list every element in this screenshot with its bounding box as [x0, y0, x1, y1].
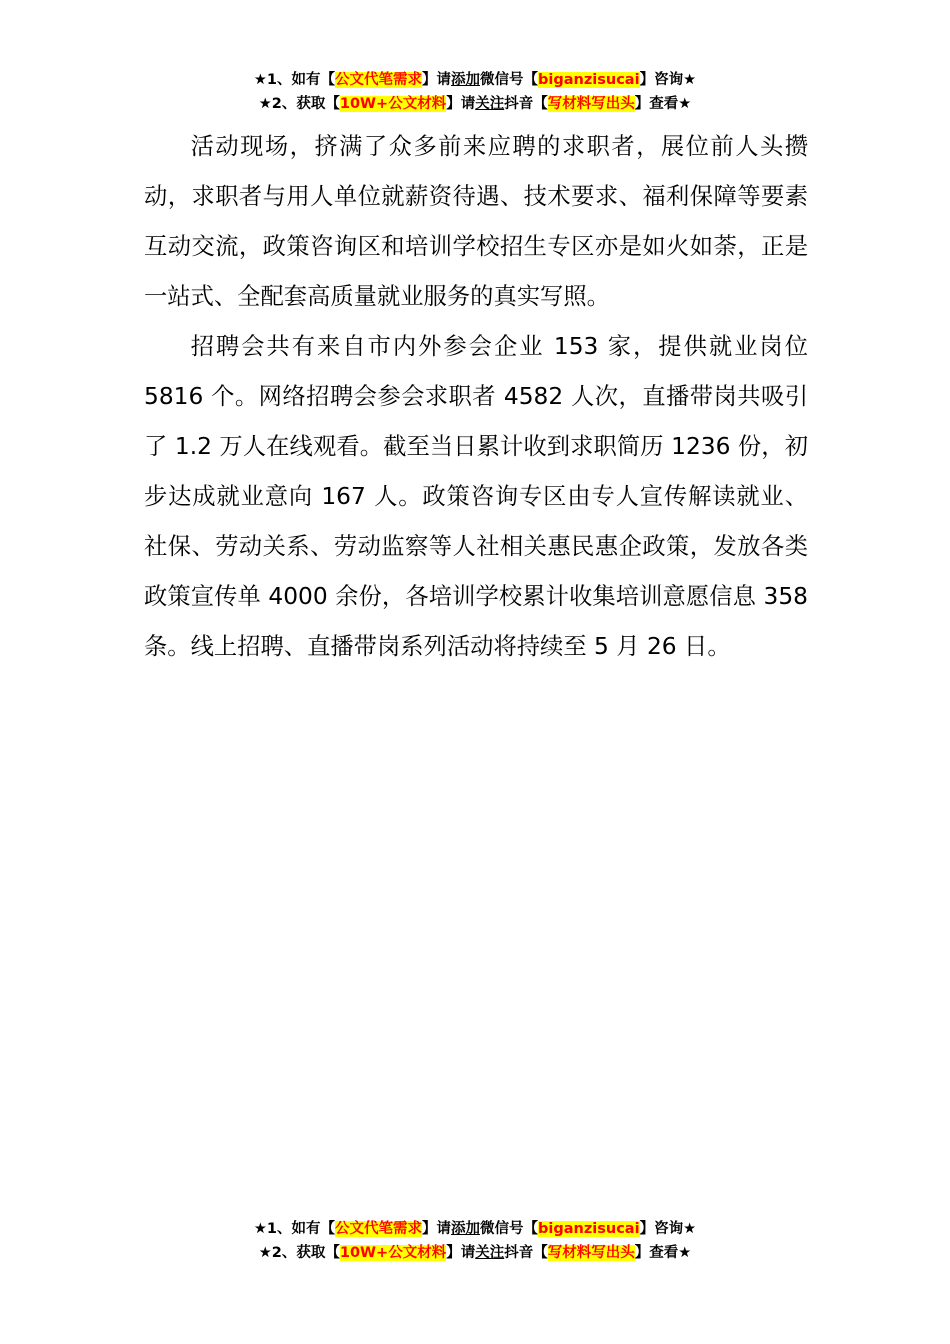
banner-underlined-text: 添加: [451, 1221, 481, 1237]
banner-text: 】查看★: [634, 1245, 692, 1261]
banner-highlight-wechat-id: biganzisucai: [538, 72, 640, 88]
banner-text: ★2、获取【: [258, 96, 340, 112]
banner-line-1: [0, 1217, 950, 1241]
banner-highlight-materials: 10W+公文材料: [339, 96, 447, 112]
banner-text: 】咨询★: [639, 72, 697, 88]
banner-line-2: [0, 1241, 950, 1265]
banner-highlight-service: 公文代笔需求: [335, 1221, 423, 1237]
header-banner: [0, 68, 950, 116]
banner-text: 微信号【: [480, 72, 539, 88]
body-paragraph-2: 招聘会共有来自市内外参会企业 153 家，提供就业岗位 5816 个。网络招聘会参会求职者 4582 人次，直播带岗共吸引了 1.2 万人在线观看。截至当日累计收到求职简历 1236 份，初步达成就业意向 167 人。政策咨询专区由专人宣传解读就业、社保、劳动关系、劳动监察等人社相关惠民惠企政策，发放各类政策宣传单 4000 余份，各培训学校累计收集培训意愿信息 358 条。线上招聘、直播带岗系列活动将持续至 5 月 26 日。: [144, 333, 808, 660]
banner-line-2: [0, 92, 950, 116]
banner-text: 】请: [446, 1245, 476, 1261]
footer-banner: [0, 1217, 950, 1265]
banner-highlight-service: 公文代笔需求: [335, 72, 423, 88]
banner-highlight-douyin-account: 写材料写出头: [547, 1245, 635, 1261]
banner-text: ★2、获取【: [258, 1245, 340, 1261]
banner-text: 抖音【: [504, 96, 548, 112]
body-paragraph-1: 活动现场，挤满了众多前来应聘的求职者，展位前人头攒动，求职者与用人单位就薪资待遇、技术要求、福利保障等要素互动交流，政策咨询区和培训学校招生专区亦是如火如荼，正是一站式、全配套高质量就业服务的真实写照。: [144, 133, 808, 310]
banner-text: 】请: [422, 1221, 452, 1237]
banner-line-1: [0, 68, 950, 92]
banner-text: 】请: [422, 72, 452, 88]
banner-text: ★1、如有【: [253, 1221, 336, 1237]
banner-text: 抖音【: [504, 1245, 548, 1261]
banner-text: 微信号【: [480, 1221, 539, 1237]
banner-text: 】查看★: [634, 96, 692, 112]
banner-text: 】咨询★: [639, 1221, 697, 1237]
banner-highlight-douyin-account: 写材料写出头: [547, 96, 635, 112]
banner-text: 】请: [446, 96, 476, 112]
banner-highlight-wechat-id: biganzisucai: [538, 1221, 640, 1237]
banner-highlight-materials: 10W+公文材料: [339, 1245, 447, 1261]
banner-text: ★1、如有【: [253, 72, 336, 88]
banner-underlined-text: 关注: [475, 1245, 505, 1261]
banner-underlined-text: 关注: [475, 96, 505, 112]
banner-underlined-text: 添加: [451, 72, 481, 88]
document-body: [144, 122, 808, 672]
